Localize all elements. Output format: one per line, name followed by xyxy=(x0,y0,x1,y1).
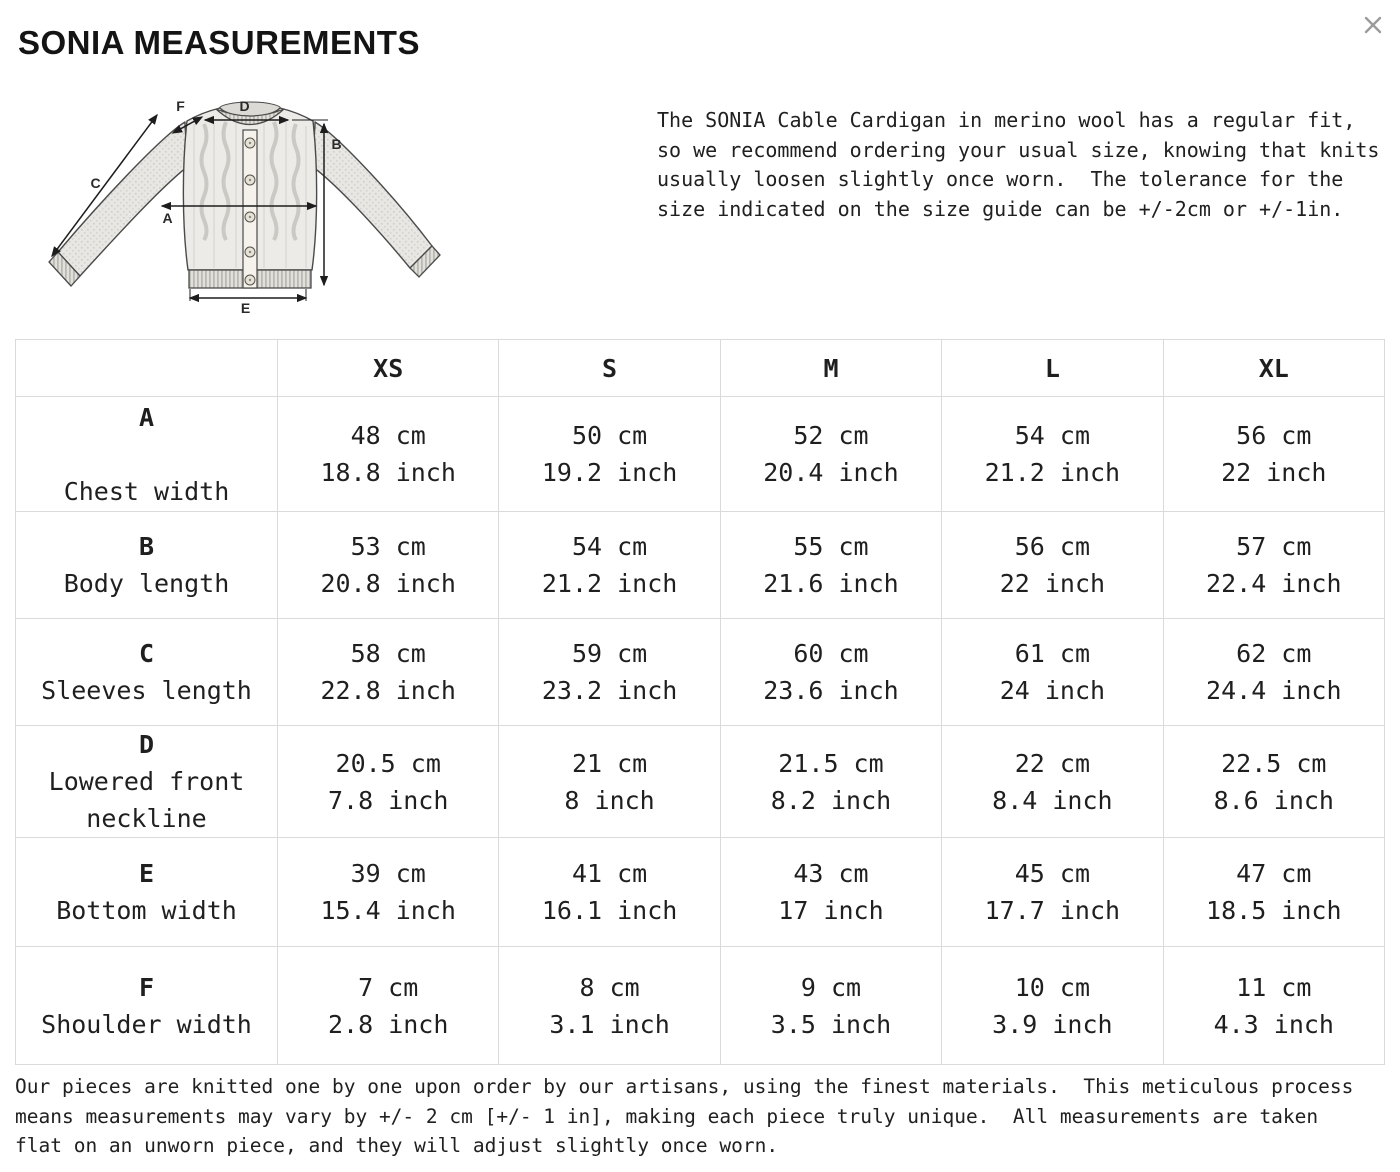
measure-cell xyxy=(1163,838,1384,947)
diagram-label-d: D xyxy=(239,98,251,114)
cm-value: 11 cm xyxy=(1236,972,1312,1002)
measure-name: Sleeves length xyxy=(41,676,252,705)
right-sleeve xyxy=(309,122,440,277)
measure-letter: B xyxy=(138,532,155,561)
cm-value: 50 cm xyxy=(571,421,648,450)
cm-value: 22 cm xyxy=(1014,748,1090,778)
measure-name: Bottom width xyxy=(56,896,237,925)
diagram-label-a: A xyxy=(162,210,174,226)
measure-cell xyxy=(1163,397,1384,512)
measure-letter: A xyxy=(138,402,155,432)
cm-value: 57 cm xyxy=(1236,532,1312,561)
measure-cell xyxy=(499,947,720,1065)
measure-cell xyxy=(720,726,941,838)
measure-cell xyxy=(1163,619,1384,726)
measure-cell xyxy=(1163,947,1384,1065)
measure-letter: C xyxy=(138,639,155,668)
measure-cell xyxy=(499,726,720,838)
measure-cell xyxy=(942,838,1163,947)
cm-value: 8 cm xyxy=(579,972,640,1002)
size-column-l: L xyxy=(942,340,1163,397)
cm-value: 53 cm xyxy=(350,532,426,561)
measure-cell xyxy=(499,838,720,947)
measurements-table xyxy=(15,339,1385,1065)
cm-value: 56 cm xyxy=(1236,421,1312,450)
cm-value: 41 cm xyxy=(571,859,648,888)
inch-value: 3.9 inch xyxy=(992,1009,1113,1039)
diagram-label-b: B xyxy=(331,136,343,152)
measure-cell xyxy=(1163,726,1384,838)
cm-value: 22.5 cm xyxy=(1221,748,1327,778)
cardigan-illustration xyxy=(44,96,444,316)
inch-value: 23.6 inch xyxy=(763,676,899,705)
size-column-xs: XS xyxy=(278,340,499,397)
cm-value: 52 cm xyxy=(793,421,869,450)
measure-cell xyxy=(499,397,720,512)
cm-value: 9 cm xyxy=(800,972,862,1002)
diagram-label-c: C xyxy=(90,175,102,191)
inch-value: 18.8 inch xyxy=(320,458,456,487)
measure-cell xyxy=(278,397,499,512)
size-column-xl: XL xyxy=(1163,340,1384,397)
row-label xyxy=(16,397,278,512)
row-label xyxy=(16,838,278,947)
cm-value: 21 cm xyxy=(571,748,648,778)
measure-letter: E xyxy=(138,859,155,888)
close-icon xyxy=(1362,14,1384,36)
cm-value: 10 cm xyxy=(1014,972,1090,1002)
row-label xyxy=(16,726,278,838)
inch-value: 19.2 inch xyxy=(541,458,678,487)
cm-value: 7 cm xyxy=(358,972,419,1002)
measure-name: Shoulder width xyxy=(41,1009,252,1039)
button-placket xyxy=(243,130,257,288)
cm-value: 43 cm xyxy=(793,859,869,888)
corner-cell xyxy=(16,340,278,397)
measure-letter: D xyxy=(138,730,155,759)
cardigan-body xyxy=(183,102,316,288)
inch-value: 3.1 inch xyxy=(549,1009,670,1039)
inch-value: 23.2 inch xyxy=(541,676,678,705)
row-label xyxy=(16,947,278,1065)
inch-value: 21.2 inch xyxy=(541,569,678,598)
measure-cell xyxy=(278,726,499,838)
measure-cell xyxy=(720,512,941,619)
size-header-row xyxy=(16,340,1385,397)
measure-cell xyxy=(942,726,1163,838)
inch-value: 8 inch xyxy=(564,785,655,815)
cm-value: 20.5 cm xyxy=(335,748,441,778)
cm-value: 39 cm xyxy=(350,859,426,888)
left-sleeve xyxy=(49,122,191,286)
measure-cell xyxy=(499,512,720,619)
inch-value: 16.1 inch xyxy=(541,896,678,925)
inch-value: 20.4 inch xyxy=(763,458,899,487)
measure-cell xyxy=(942,619,1163,726)
measure-cell xyxy=(278,947,499,1065)
inch-value: 17 inch xyxy=(778,896,884,925)
cm-value: 59 cm xyxy=(571,639,648,668)
inch-value: 8.2 inch xyxy=(770,785,892,815)
inch-value: 2.8 inch xyxy=(327,1009,449,1039)
craftsmanship-note: Our pieces are knitted one by one upon order by our artisans, using the finest materials. This meticulous process means measurements may vary by +/- 2 cm [+/- 1 in], making each piece truly unique. All measurements are taken flat on an unworn piece, and they will adjust slightly once worn. xyxy=(15,1075,1366,1157)
fit-description: The SONIA Cable Cardigan in merino wool has a regular fit, so we recommend ordering your usual size, knowing that knits usually loosen slightly once worn. The tolerance for the size indicated on the size guide can be +/-2cm or +/-1in. xyxy=(657,108,1392,221)
inch-value: 24.4 inch xyxy=(1206,676,1342,705)
cm-value: 45 cm xyxy=(1014,859,1090,888)
measure-cell xyxy=(1163,512,1384,619)
size-column-s: S xyxy=(499,340,720,397)
measure-cell xyxy=(720,397,941,512)
inch-value: 22.8 inch xyxy=(320,676,456,705)
cm-value: 58 cm xyxy=(350,639,426,668)
inch-value: 4.3 inch xyxy=(1213,1009,1334,1039)
table-row-shoulder-width xyxy=(16,947,1385,1065)
measure-letter: F xyxy=(138,972,155,1002)
cm-value: 54 cm xyxy=(1014,421,1090,450)
page-title: SONIA MEASUREMENTS xyxy=(18,24,420,61)
inch-value: 22.4 inch xyxy=(1206,569,1342,598)
inch-value: 8.4 inch xyxy=(992,785,1113,815)
measure-cell xyxy=(278,512,499,619)
measure-name: Body length xyxy=(63,569,230,598)
size-column-m: M xyxy=(720,340,941,397)
inch-value: 22 inch xyxy=(999,569,1106,598)
cm-value: 62 cm xyxy=(1236,639,1312,668)
close-button[interactable] xyxy=(1359,11,1387,39)
measure-cell xyxy=(942,397,1163,512)
measure-cell xyxy=(278,838,499,947)
measure-cell xyxy=(499,619,720,726)
measure-name: Chest width xyxy=(63,476,230,506)
cm-value: 61 cm xyxy=(1014,639,1090,668)
measure-cell xyxy=(278,619,499,726)
measure-name: Lowered front neckline xyxy=(48,767,245,833)
cm-value: 48 cm xyxy=(350,421,426,450)
cm-value: 56 cm xyxy=(1014,532,1090,561)
cm-value: 21.5 cm xyxy=(778,748,884,778)
table-row-sleeves-length xyxy=(16,619,1385,726)
inch-value: 21.6 inch xyxy=(763,569,899,598)
measure-cell xyxy=(720,838,941,947)
diagram-label-e: E xyxy=(240,300,252,316)
inch-value: 22 inch xyxy=(1221,458,1327,487)
table-row-chest-width xyxy=(16,397,1385,512)
row-label xyxy=(16,512,278,619)
inch-value: 3.5 inch xyxy=(770,1009,892,1039)
inch-value: 15.4 inch xyxy=(320,896,456,925)
inch-value: 24 inch xyxy=(999,676,1106,705)
measure-cell xyxy=(720,947,941,1065)
diagram-label-f: F xyxy=(176,98,186,114)
inch-value: 7.8 inch xyxy=(327,785,449,815)
table-row-lowered-front-neckline xyxy=(16,726,1385,838)
row-label xyxy=(16,619,278,726)
cm-value: 47 cm xyxy=(1236,859,1312,888)
measure-cell xyxy=(942,947,1163,1065)
cm-value: 55 cm xyxy=(793,532,869,561)
inch-value: 8.6 inch xyxy=(1213,785,1334,815)
cm-value: 54 cm xyxy=(571,532,648,561)
table-row-bottom-width xyxy=(16,838,1385,947)
inch-value: 18.5 inch xyxy=(1206,896,1342,925)
table-row-body-length xyxy=(16,512,1385,619)
cm-value: 60 cm xyxy=(793,639,869,668)
inch-value: 21.2 inch xyxy=(984,458,1121,487)
inch-value: 20.8 inch xyxy=(320,569,456,598)
measure-cell xyxy=(720,619,941,726)
cardigan-measurement-diagram xyxy=(44,96,444,316)
measure-cell xyxy=(942,512,1163,619)
inch-value: 17.7 inch xyxy=(984,896,1121,925)
